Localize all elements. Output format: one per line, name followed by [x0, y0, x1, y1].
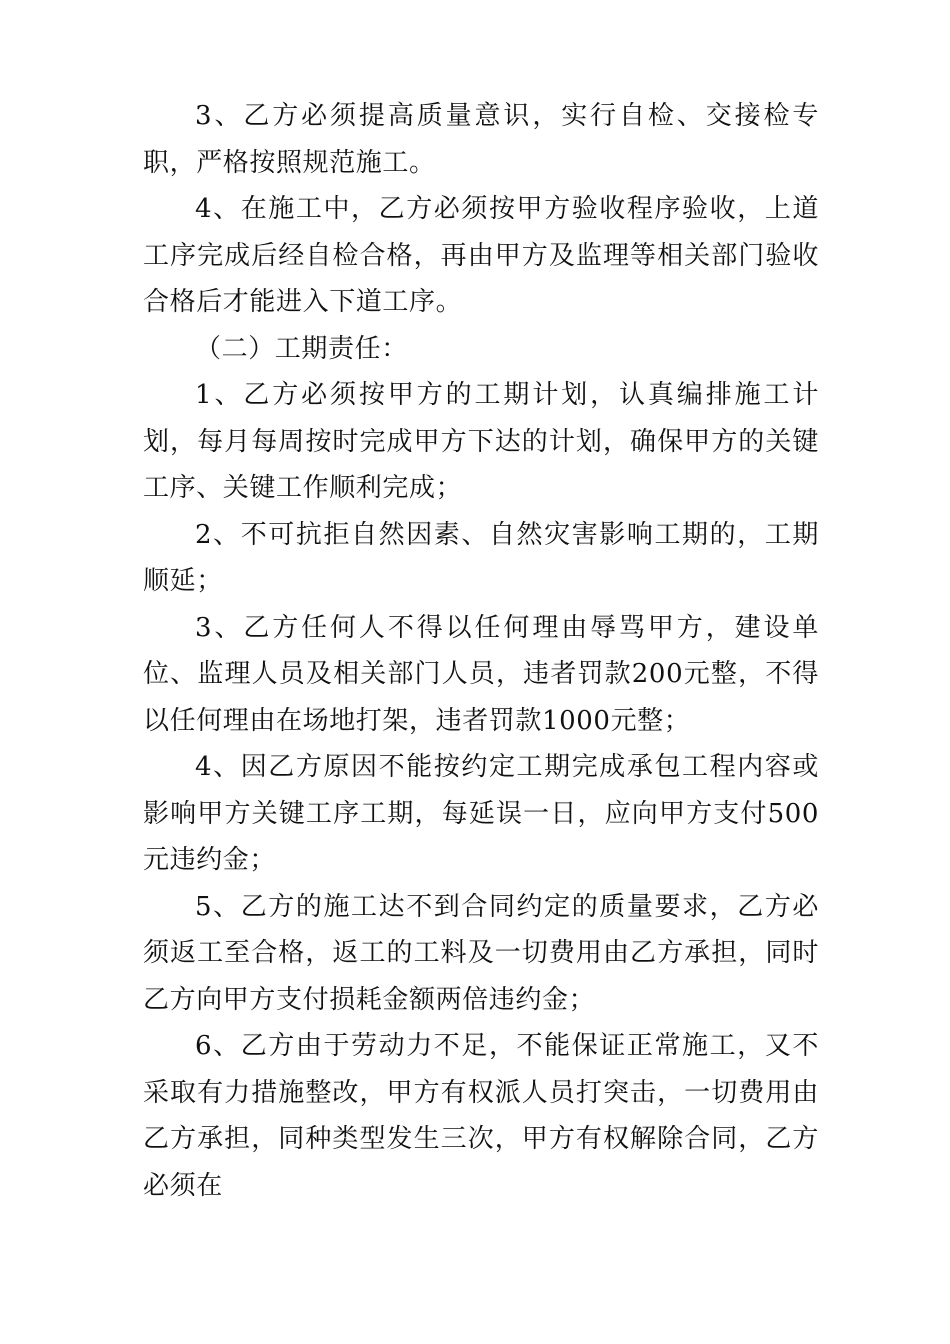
paragraph-schedule-4: 4、因乙方原因不能按约定工期完成承包工程内容或影响甲方关键工序工期，每延误一日，应向甲方支付500元违约金； — [143, 752, 819, 875]
paragraph-quality-3: 3、乙方必须提高质量意识，实行自检、交接检专职，严格按照规范施工。 — [143, 101, 819, 178]
paragraph-schedule-6: 6、乙方由于劳动力不足，不能保证正常施工，又不采取有力措施整改，甲方有权派人员打突击，一切费用由乙方承担，同种类型发生三次，甲方有权解除合同，乙方必须在 — [143, 1031, 819, 1201]
document-body — [143, 93, 819, 1209]
paragraph-schedule-2: 2、不可抗拒自然因素、自然灾害影响工期的，工期顺延； — [143, 519, 819, 596]
paragraph-quality-4: 4、在施工中，乙方必须按甲方验收程序验收，上道工序完成后经自检合格，再由甲方及监理等相关部门验收合格后才能进入下道工序。 — [143, 194, 819, 317]
paragraph-schedule-3: 3、乙方任何人不得以任何理由辱骂甲方，建设单位、监理人员及相关部门人员，违者罚款200元整，不得以任何理由在场地打架，违者罚款1000元整； — [143, 612, 819, 736]
paragraph-schedule-5: 5、乙方的施工达不到合同约定的质量要求，乙方必须返工至合格，返工的工料及一切费用由乙方承担，同时乙方向甲方支付损耗金额两倍违约金； — [143, 891, 819, 1015]
section-heading-schedule: （二）工期责任： — [195, 333, 408, 364]
paragraph-schedule-1: 1、乙方必须按甲方的工期计划，认真编排施工计划，每月每周按时完成甲方下达的计划，确保甲方的关键工序、关键工作顺利完成； — [143, 380, 819, 503]
